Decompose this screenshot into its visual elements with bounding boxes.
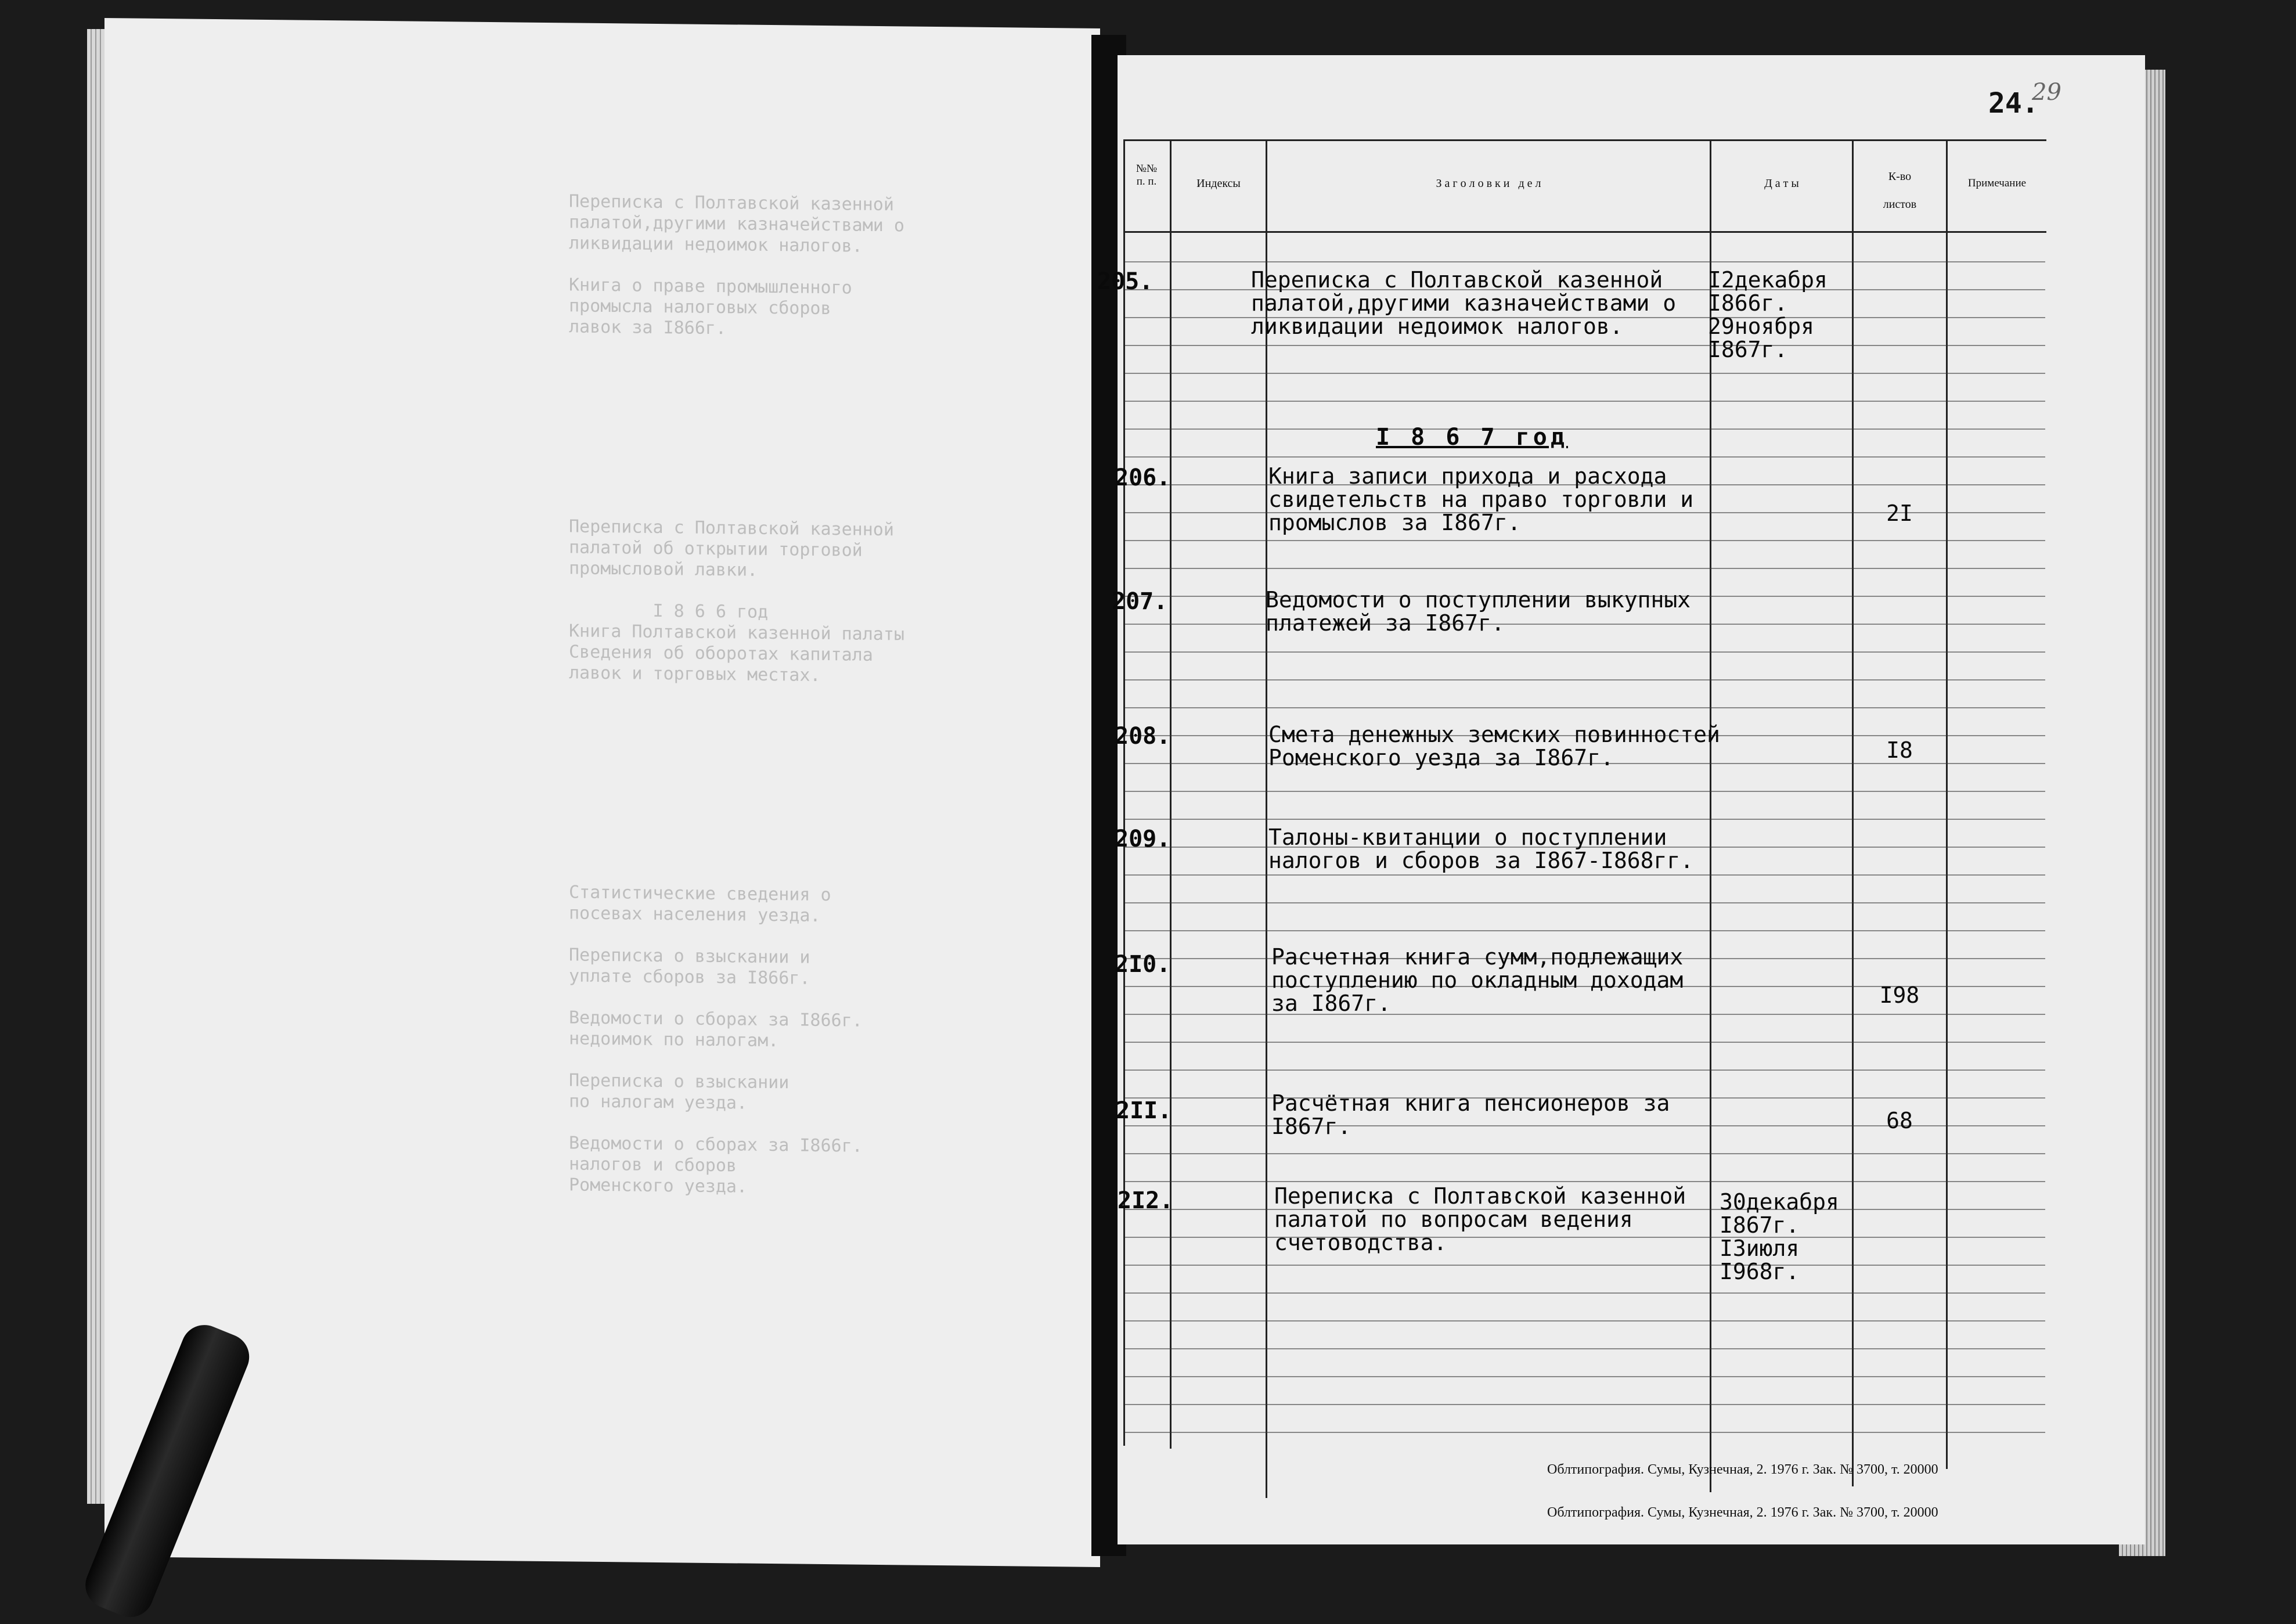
ledger-rule — [1125, 874, 2045, 876]
entry-210-sheets: I98 — [1879, 982, 1920, 1008]
ledger-rule — [1125, 456, 2045, 458]
ledger-rule — [1125, 902, 2045, 903]
entry-208-number: 208. — [1115, 723, 1171, 750]
header-dates: Д а т ы — [1764, 177, 1799, 190]
header-title: З а г о л о в к и д е л — [1436, 177, 1541, 190]
entry-205-title: Переписка с Полтавской казенной палатой,другими казначействами о ликвидации недоимок налогов. — [1251, 267, 1677, 339]
ledger-rule — [1125, 819, 2045, 820]
col-divider-sheets — [1946, 139, 1948, 1469]
header-notes: Примечание — [1967, 177, 2027, 189]
entry-209-title: Талоны-квитанции о поступлении налогов и сборов за I867-I868гг. — [1268, 824, 1694, 873]
entry-205-dates: I2декабря I866г. 29ноября I867г. — [1708, 267, 1828, 362]
header-num: №№ п. п. — [1136, 163, 1158, 188]
folio-number: 24. — [1988, 87, 2039, 120]
ledger-rule — [1125, 1348, 2045, 1349]
table-top-rule — [1123, 139, 2046, 141]
ledger-rule — [1125, 540, 2045, 541]
ledger-rule — [1125, 1320, 2045, 1321]
entry-207-number: 207. — [1112, 588, 1168, 615]
entry-207-title: Ведомости о поступлении выкупных платежей за I867г. — [1266, 587, 1691, 636]
header-index: Индексы — [1196, 177, 1241, 190]
entry-211-number: 2II. — [1116, 1097, 1172, 1124]
ledger-rule — [1125, 707, 2045, 708]
ledger-rule — [1125, 791, 2045, 792]
entry-208-sheets: I8 — [1886, 737, 1913, 763]
bleed-through-text-3: Статистические сведения о посевах населения уезда. Переписка о взыскании и уплате сборов за I866г. Ведомости о сборах за I866г. недоимок по налогам. Переписка о взыскании по налогам уезда. Ведомости о сборах за I866г. налогов и сборов Роменского уезда. — [569, 882, 863, 1197]
ledger-rule — [1125, 1432, 2045, 1433]
printer-imprint-1: Облтипография. Сумы, Кузнечная, 2. 1976 г. Зак. № 3700, т. 20000 — [1547, 1462, 1938, 1477]
ledger-rule — [1125, 1292, 2045, 1294]
ledger-rule — [1125, 428, 2045, 430]
entry-206-sheets: 2I — [1886, 500, 1913, 526]
ledger-rule — [1125, 1042, 2045, 1043]
entry-209-number: 209. — [1115, 826, 1171, 852]
ledger-rule — [1125, 568, 2045, 569]
entry-206-number: 206. — [1115, 464, 1171, 491]
folio-pencil-number: 29 — [2032, 79, 2061, 106]
ledger-rule — [1125, 1404, 2045, 1405]
ledger-rule — [1125, 261, 2045, 262]
entry-210-title: Расчетная книга сумм,подлежащих поступлению по окладным доходам за I867г. — [1271, 944, 1684, 1016]
ledger-rule — [1125, 1265, 2045, 1266]
bleed-through-text-2: Переписка с Полтавской казенной палатой об открытии торговой промысловой лавки. I 8 6 6 год Книга Полтавской казенной палаты Сведения об оборотах капитала лавок и торговых местах. — [569, 516, 904, 686]
ledger-rule — [1125, 1153, 2045, 1154]
ledger-rule — [1125, 1181, 2045, 1182]
table-header-bottom-rule — [1123, 231, 2046, 233]
ledger-rule — [1125, 930, 2045, 931]
col-left-edge — [1123, 139, 1125, 1446]
year-heading: I 8 6 7 год — [1376, 424, 1568, 451]
col-divider-dates — [1852, 139, 1854, 1486]
ledger-rule — [1125, 401, 2045, 402]
printer-imprint-2: Облтипография. Сумы, Кузнечная, 2. 1976 г. Зак. № 3700, т. 20000 — [1547, 1505, 1938, 1520]
ledger-rule — [1125, 679, 2045, 680]
col-divider-num — [1170, 139, 1172, 1449]
ledger-rule — [1125, 1070, 2045, 1071]
ledger-rule — [1125, 651, 2045, 653]
bleed-through-text: Переписка с Полтавской казенной палатой,другими казначействами о ликвидации недоимок налогов. Книга о праве промышленного промысла налоговых сборов лавок за I866г. — [569, 191, 904, 339]
ledger-rule — [1125, 1376, 2045, 1377]
entry-206-title: Книга записи прихода и расхода свидетельств на право торговли и промыслов за I867г. — [1268, 463, 1694, 535]
ledger-rule — [1125, 345, 2045, 346]
entry-208-title: Смета денежных земских повинностей Роменского уезда за I867г. — [1268, 722, 1720, 770]
entry-205-number: 205. — [1097, 268, 1154, 295]
entry-210-number: 2I0. — [1115, 951, 1171, 978]
header-sheets: К-во листов — [1883, 170, 1917, 211]
entry-212-dates: 30декабря I867г. I3июля I968г. — [1720, 1189, 1839, 1284]
left-page — [104, 18, 1100, 1567]
entry-211-title: Расчётная книга пенсионеров за I867г. — [1271, 1090, 1670, 1139]
ledger-rule — [1125, 373, 2045, 374]
entry-212-number: 2I2. — [1118, 1187, 1174, 1214]
entry-211-sheets: 68 — [1886, 1108, 1913, 1133]
entry-212-title: Переписка с Полтавской казенной палатой по вопросам ведения счетоводства. — [1274, 1183, 1686, 1255]
